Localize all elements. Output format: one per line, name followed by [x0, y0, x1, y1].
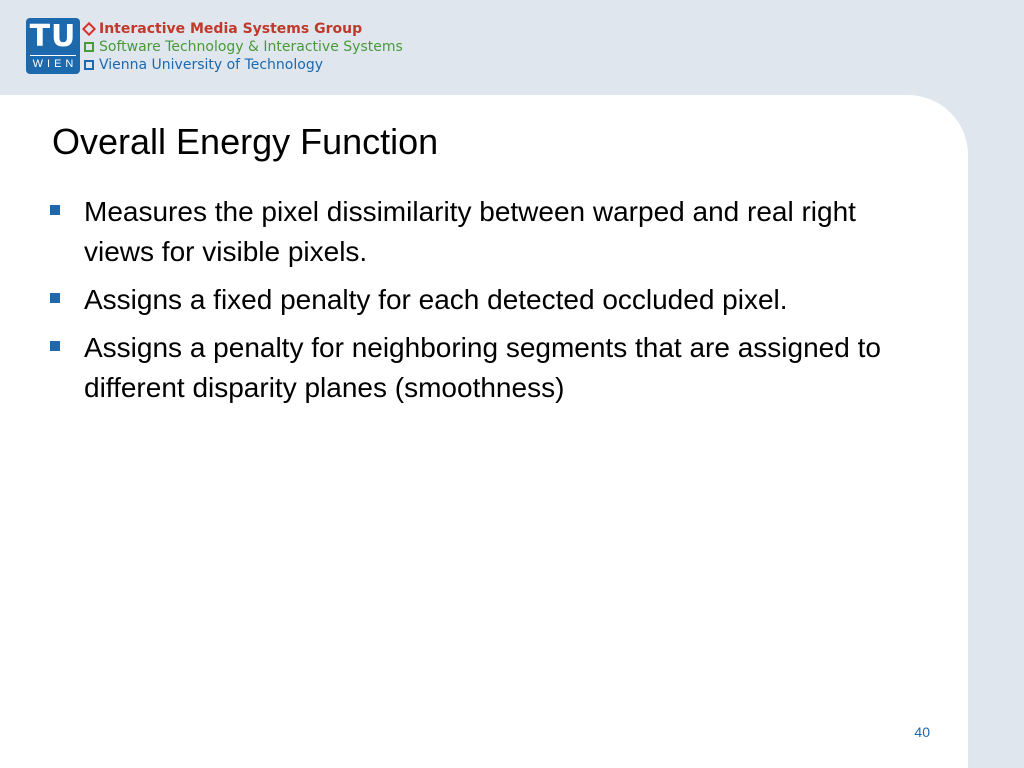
- header-group-name: Interactive Media Systems Group: [99, 21, 363, 37]
- organization-header: [84, 20, 403, 74]
- logo-wien-text: WIEN: [32, 58, 78, 70]
- square-bullet-icon: [50, 293, 60, 303]
- bullet-text: Measures the pixel dissimilarity between warped and real right views for visible pixels.: [84, 196, 856, 267]
- slide-title: Overall Energy Function: [52, 121, 439, 162]
- square-marker-icon: [84, 42, 94, 52]
- header-institute-name: Software Technology & Interactive Systems: [99, 39, 403, 55]
- header-line-institute: [84, 38, 403, 56]
- logo-divider: [30, 55, 76, 56]
- bullet-text: Assigns a fixed penalty for each detected occluded pixel.: [84, 284, 788, 315]
- header-line-group: [84, 20, 403, 38]
- bullet-list: [46, 192, 896, 416]
- square-bullet-icon: [50, 341, 60, 351]
- bullet-item: [46, 328, 896, 408]
- header-line-university: [84, 56, 403, 74]
- header-university-name: Vienna University of Technology: [99, 57, 323, 73]
- bullet-item: [46, 192, 896, 272]
- page-number: 40: [914, 724, 930, 740]
- square-marker-icon: [84, 60, 94, 70]
- logo-tu-text: TU: [29, 19, 77, 54]
- bullet-text: Assigns a penalty for neighboring segments that are assigned to different disparity planes (smoothness): [84, 332, 881, 403]
- bullet-item: [46, 280, 896, 320]
- tu-wien-logo: [26, 18, 80, 74]
- square-bullet-icon: [50, 205, 60, 215]
- diamond-marker-icon: [82, 22, 96, 36]
